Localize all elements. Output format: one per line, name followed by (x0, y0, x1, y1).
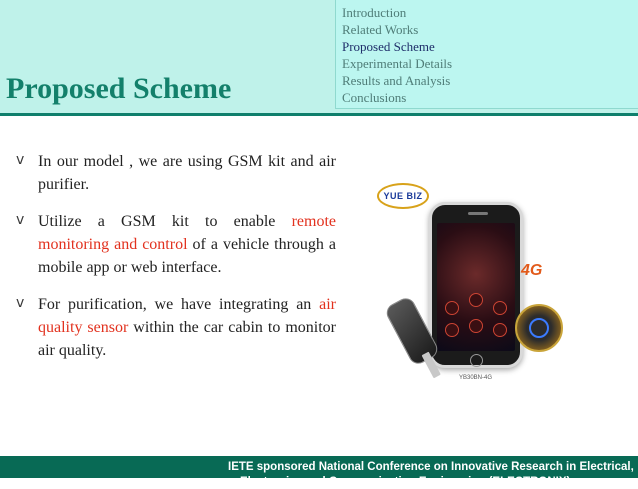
bullet-text-part: within the car cabin to monitor air quality. (38, 319, 336, 359)
4g-badge: 4G (521, 262, 543, 279)
bullet-text (38, 293, 336, 362)
highlighted-text: remote monitoring and control (38, 213, 336, 253)
app-button-icon (445, 323, 459, 337)
bullet-marker: v (16, 212, 25, 228)
bullet-text-part: Utilize a GSM kit to enable (38, 213, 292, 230)
nav-item-proposed-scheme[interactable]: Proposed Scheme (342, 39, 435, 54)
app-button-icon (493, 323, 507, 337)
slide-title: Proposed Scheme (6, 72, 232, 105)
smartphone-image (429, 202, 523, 368)
nav-item-related-works[interactable]: Related Works (342, 22, 419, 37)
bullet-item (16, 293, 336, 362)
model-label: YB30BN-4G (459, 375, 493, 381)
bullet-text-part: In our model , we are using GSM kit and air purifier. (38, 153, 336, 193)
header-divider (0, 113, 638, 116)
footer-text: IETE sponsored National Conference on Innovative Research in Electrical, (228, 461, 634, 473)
brand-logo (377, 183, 429, 209)
footer-band (0, 456, 638, 488)
section-nav (335, 0, 638, 109)
bullet-marker: v (16, 152, 25, 168)
nav-item-experimental-details[interactable]: Experimental Details (342, 56, 453, 71)
footer-text-second-line: Electronics and Communication Engineering (ELECTRONIX) (240, 476, 571, 488)
nav-item-conclusions[interactable]: Conclusions (342, 90, 407, 105)
bullet-item (16, 150, 336, 196)
nav-item-introduction[interactable]: Introduction (342, 5, 407, 20)
engine-start-button (515, 304, 563, 352)
highlighted-text: air quality sensor (38, 296, 336, 336)
phone-home-button (470, 354, 483, 367)
product-image (355, 172, 580, 387)
app-button-icon (469, 319, 483, 333)
bullet-text (38, 150, 336, 196)
start-button-ring (529, 318, 549, 338)
nav-item-results-analysis[interactable]: Results and Analysis (342, 73, 451, 88)
brand-logo-text: YUE BIZ (383, 191, 423, 201)
app-button-icon (445, 301, 459, 315)
brand-logo-ring (377, 183, 429, 209)
bullet-marker: v (16, 295, 25, 311)
app-button-icon (469, 293, 483, 307)
phone-speaker (468, 212, 488, 215)
bullet-text-part: of a vehicle through a mobile app or web interface. (38, 236, 337, 276)
bullet-text-part: For purification, we have integrating an (38, 296, 320, 313)
app-button-icon (493, 301, 507, 315)
phone-screen (437, 223, 515, 351)
bullet-item (16, 210, 336, 279)
bullet-list (16, 150, 336, 376)
bullet-text (38, 210, 336, 279)
